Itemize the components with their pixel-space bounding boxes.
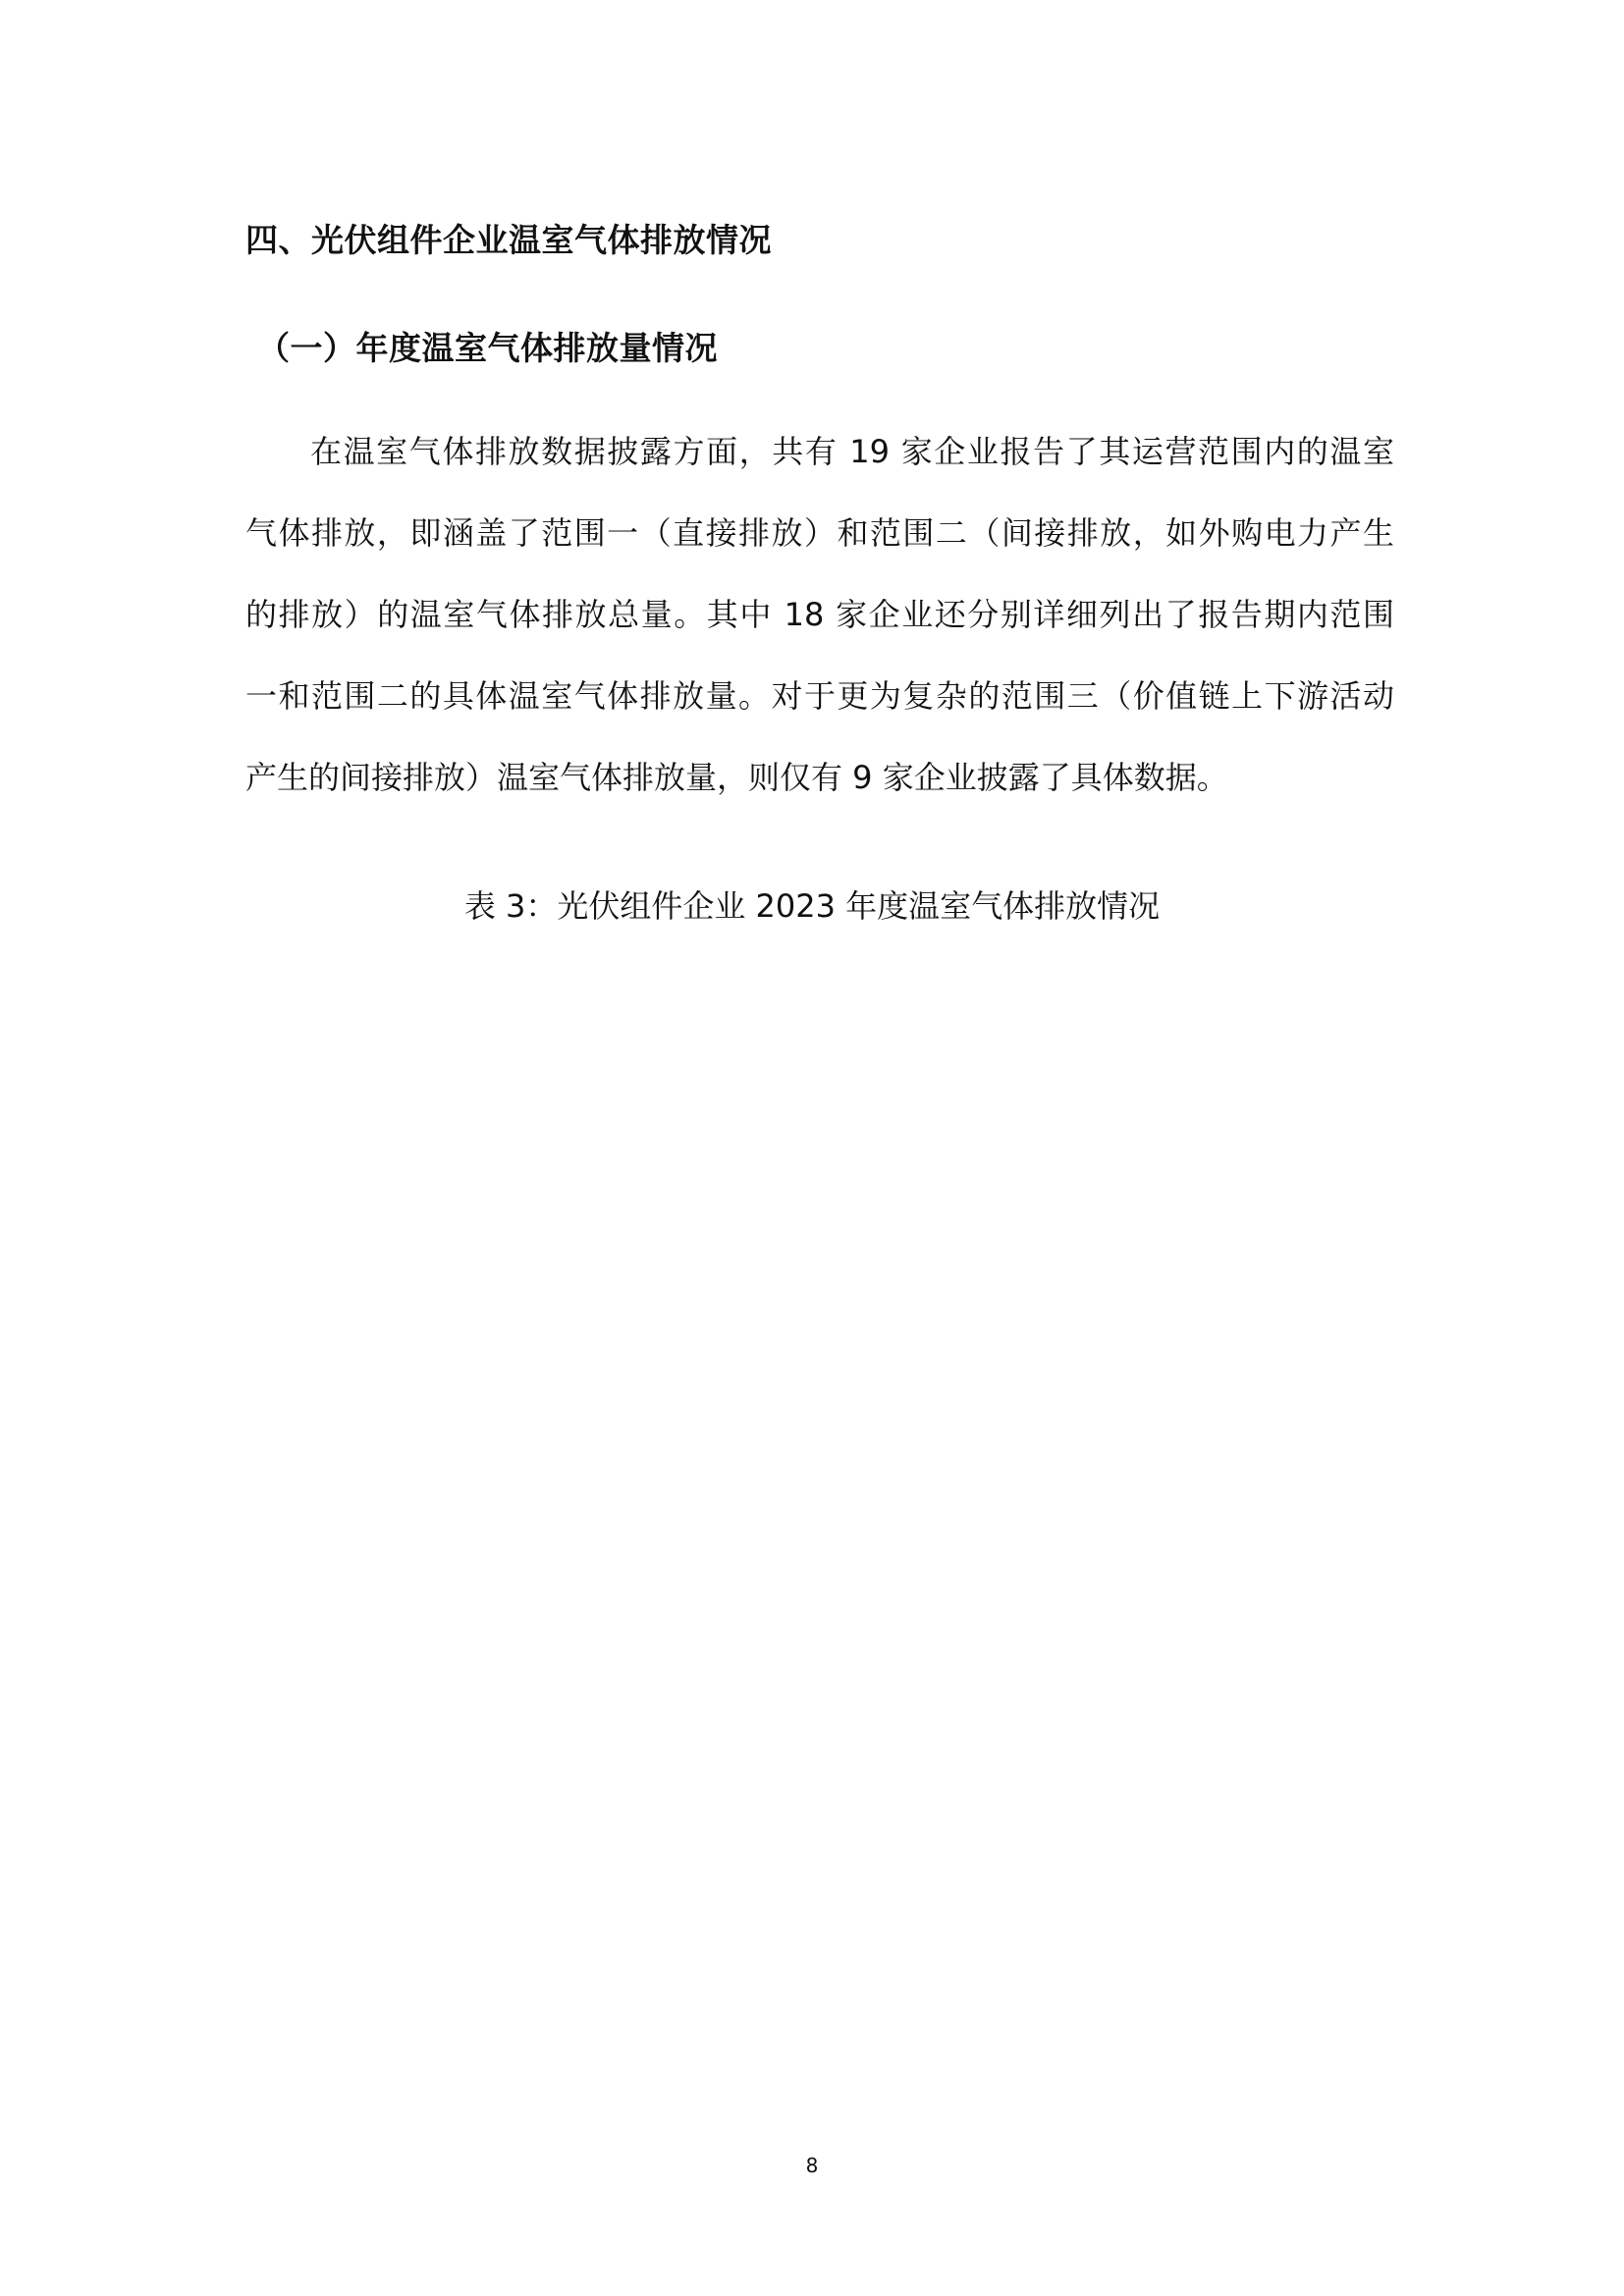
- paragraph-line: 在温室气体排放数据披露方面，共有 19 家企业报告了其运营范围内的温室: [310, 433, 1394, 470]
- table-caption: 表 3：光伏组件企业 2023 年度温室气体排放情况: [463, 887, 1161, 925]
- paragraph-line: 气体排放，即涵盖了范围一（直接排放）和范围二（间接排放，如外购电力产生: [245, 514, 1394, 552]
- body-paragraph: [245, 429, 1394, 836]
- page-number: 8: [805, 2154, 819, 2177]
- paragraph-line: 的排放）的温室气体排放总量。其中 18 家企业还分别详细列出了报告期内范围: [245, 596, 1394, 633]
- paragraph-line: 产生的间接排放）温室气体排放量，则仅有 9 家企业披露了具体数据。: [245, 759, 1228, 796]
- paragraph-line: 一和范围二的具体温室气体排放量。对于更为复杂的范围三（价值链上下游活动: [245, 677, 1394, 715]
- subsection-heading: （一）年度温室气体排放量情况: [257, 329, 718, 367]
- section-heading: 四、光伏组件企业温室气体排放情况: [245, 221, 772, 259]
